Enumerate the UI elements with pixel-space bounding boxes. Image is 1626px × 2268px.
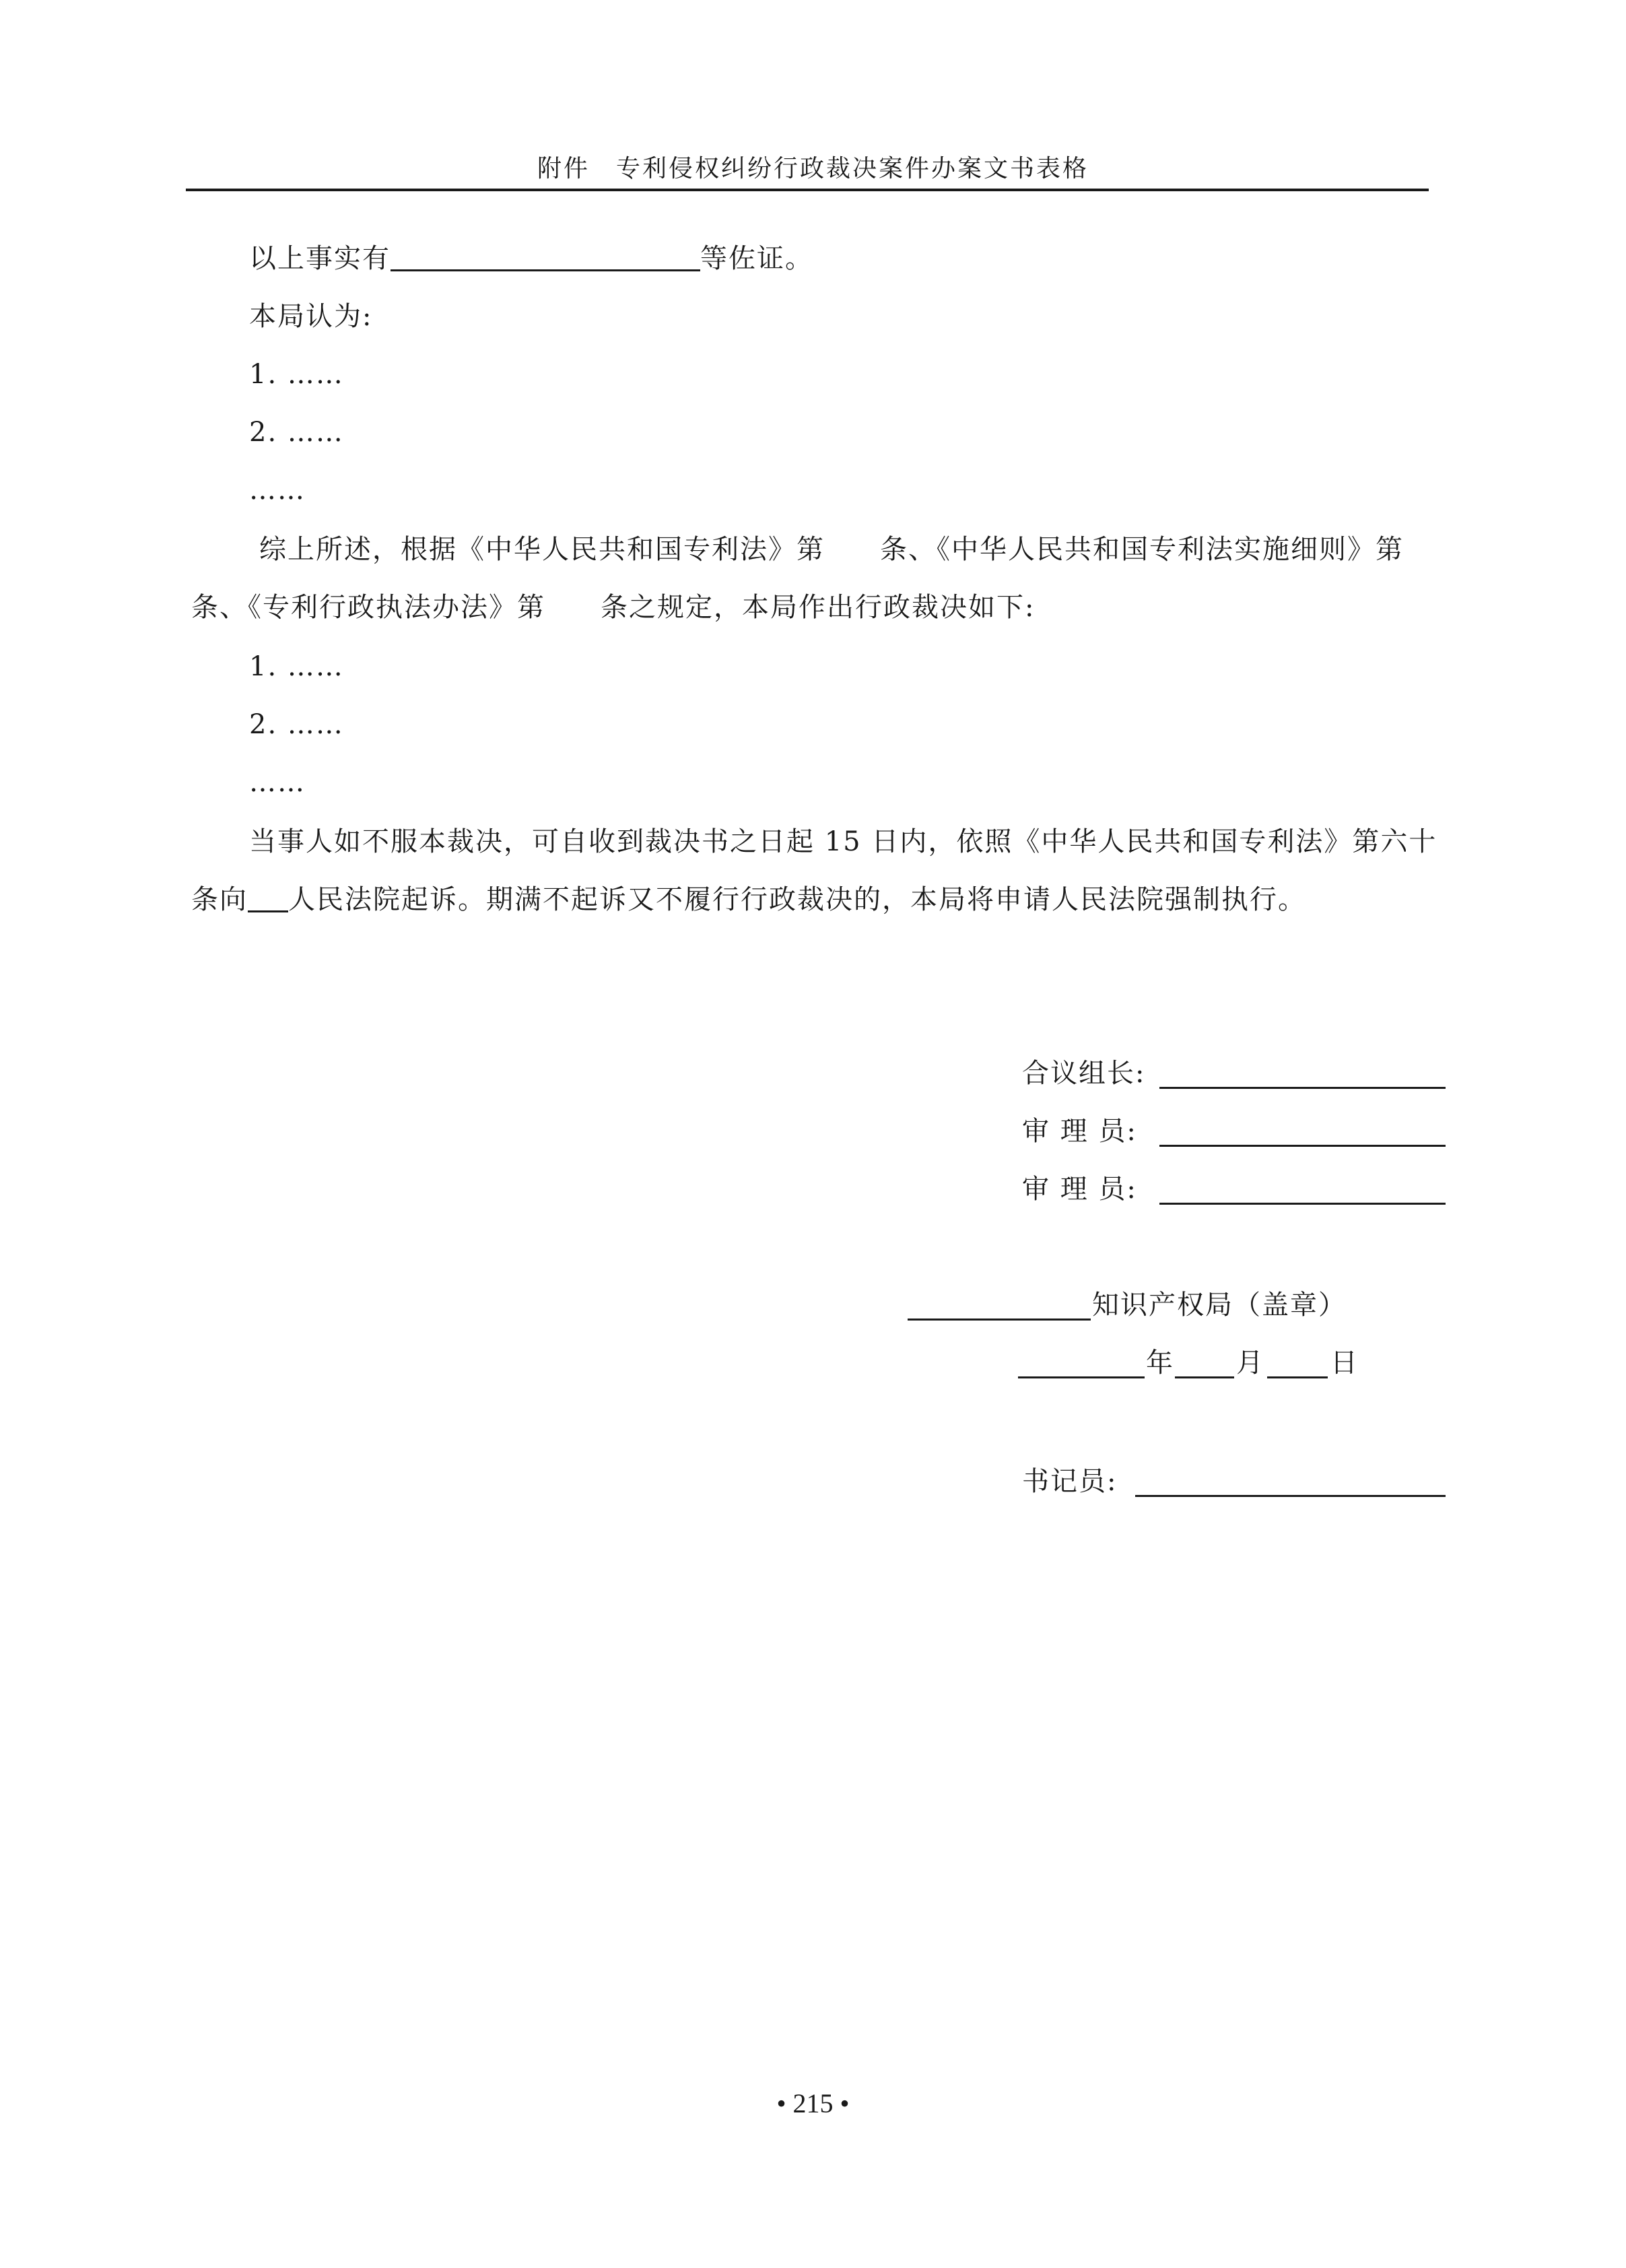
clerk-label: 书记员: bbox=[1022, 1466, 1118, 1497]
basis-line-2 bbox=[191, 590, 1035, 625]
basis-line2-part1: 条、《专利行政执法办法》第 bbox=[191, 592, 545, 623]
evidence-line bbox=[249, 241, 813, 276]
finding-item-1: 1. …… bbox=[249, 359, 344, 390]
basis-line1-part2: 条、《中华人民共和国专利法实施细则》第 bbox=[880, 534, 1404, 565]
court-blank bbox=[248, 883, 288, 912]
month-label: 月 bbox=[1236, 1347, 1264, 1378]
ruling-item-ellipsis: …… bbox=[249, 767, 306, 798]
header-rule bbox=[186, 189, 1429, 191]
clerk-blank bbox=[1135, 1495, 1446, 1497]
evidence-prefix: 以上事实有 bbox=[249, 243, 391, 274]
year-blank bbox=[1018, 1376, 1145, 1378]
appeal-line2-part2: 人民法院起诉。期满不起诉又不履行行政裁决的，本局将申请人民法院强制执行。 bbox=[288, 884, 1306, 915]
month-blank bbox=[1175, 1376, 1234, 1378]
office-name-blank bbox=[908, 1319, 1091, 1321]
page-number: • 215 • bbox=[776, 2088, 850, 2119]
examiner-1-blank bbox=[1159, 1145, 1446, 1147]
office-seal-label: 知识产权局（盖章） bbox=[1092, 1290, 1347, 1321]
header-title: 附件 专利侵权纠纷行政裁决案件办案文书表格 bbox=[537, 155, 1089, 182]
examiner-2-label: 审 理 员: bbox=[1022, 1174, 1137, 1205]
basis-line-1 bbox=[259, 532, 1404, 567]
day-blank bbox=[1267, 1376, 1328, 1378]
finding-item-ellipsis: …… bbox=[249, 475, 306, 506]
basis-line1-part1: 综上所述，根据《中华人民共和国专利法》第 bbox=[259, 534, 825, 565]
finding-intro: 本局认为: bbox=[249, 301, 373, 332]
examiner-1-label: 审 理 员: bbox=[1022, 1116, 1137, 1147]
examiner-2-blank bbox=[1159, 1203, 1446, 1205]
presiding-judge-label: 合议组长: bbox=[1022, 1058, 1146, 1089]
day-label: 日 bbox=[1330, 1347, 1359, 1378]
presiding-judge-blank bbox=[1159, 1087, 1446, 1089]
appeal-line-1: 当事人如不服本裁决，可自收到裁决书之日起 15 日内，依照《中华人民共和国专利法》第六十 bbox=[249, 826, 1437, 857]
appeal-line-2 bbox=[191, 882, 1306, 917]
evidence-blank bbox=[391, 242, 700, 271]
evidence-suffix: 等佐证。 bbox=[700, 243, 813, 274]
year-label: 年 bbox=[1146, 1347, 1174, 1378]
ruling-item-2: 2. …… bbox=[249, 709, 344, 740]
basis-line2-part2: 条之规定，本局作出行政裁决如下: bbox=[601, 592, 1036, 623]
ruling-item-1: 1. …… bbox=[249, 651, 344, 682]
appeal-line2-part1: 条向 bbox=[191, 884, 248, 915]
finding-item-2: 2. …… bbox=[249, 417, 344, 448]
